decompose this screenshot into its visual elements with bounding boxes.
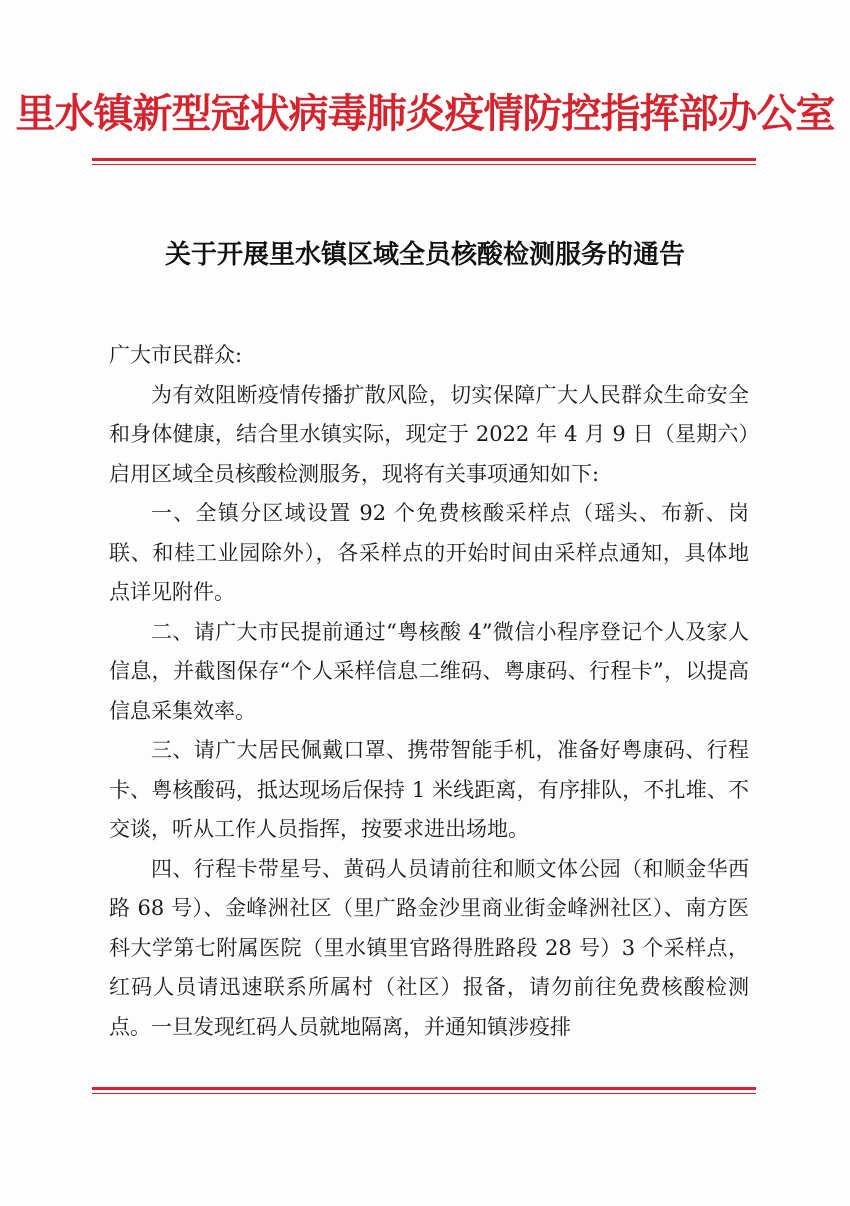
notice-body — [109, 336, 749, 1047]
paragraph-item-4: 四、行程卡带星号、黄码人员请前往和顺文体公园（和顺金华西路 68 号）、金峰洲社区（里广路金沙里商业街金峰洲社区）、南方医科大学第七附属医院（里水镇里官路得胜路段 28 号）3 个采样点，红码人员请迅速联系所属村（社区）报备，请勿前往免费核酸检测点。一旦发现红码人员就地隔离，并通知镇涉疫排 — [109, 856, 749, 1039]
footer-rule-thin — [92, 1093, 756, 1094]
footer-rule-thick — [92, 1087, 756, 1090]
header-rule-thin — [92, 164, 756, 165]
salutation: 广大市民群众: — [109, 343, 243, 367]
paragraph-item-1: 一、全镇分区域设置 92 个免费核酸采样点（瑶头、布新、岗联、和桂工业园除外），各采样点的开始时间由采样点通知，具体地点详见附件。 — [109, 501, 749, 604]
paragraph-item-3: 三、请广大居民佩戴口罩、携带智能手机，准备好粤康码、行程卡、粤核酸码，抵达现场后保持 1 米线距离，有序排队，不扎堆、不交谈，听从工作人员指挥，按要求进出场地。 — [109, 738, 749, 841]
header-rule-thick — [92, 158, 756, 161]
paragraph-intro: 为有效阻断疫情传播扩散风险，切实保障广大人民群众生命安全和身体健康，结合里水镇实际，现定于 2022 年 4 月 9 日（星期六）启用区域全员核酸检测服务，现将有关事项通知如下: — [109, 382, 749, 486]
notice-title: 关于开展里水镇区域全员核酸检测服务的通告 — [164, 240, 685, 270]
paragraph-item-2: 二、请广大市民提前通过“粤核酸 4”微信小程序登记个人及家人信息，并截图保存“个人采样信息二维码、粤康码、行程卡”，以提高信息采集效率。 — [109, 619, 749, 723]
org-header-title: 里水镇新型冠状病毒肺炎疫情防控指挥部办公室 — [15, 90, 835, 137]
